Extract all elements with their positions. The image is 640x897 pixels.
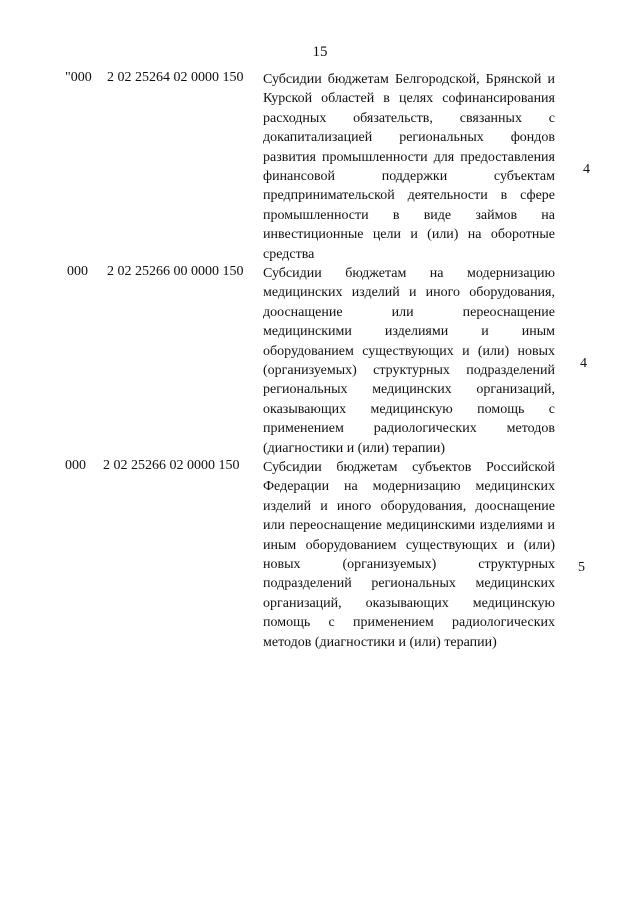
admin-code: 000: [67, 264, 88, 279]
admin-code: 000: [65, 458, 86, 473]
row-description: Субсидии бюджетам Белгородской, Брянской и Курской областей в целях софинансирования расходных обязательств, связанных с докапитализацией региональных фондов развития промышленности для предоставления финансовой поддержки субъектам предпринимательской деятельности в сфере промышленности в виде займов на инвестиционные цели и (или) на оборотные средства: [263, 72, 555, 262]
admin-code: "000: [65, 70, 92, 85]
row-description: Субсидии бюджетам субъектов Российской Федерации на модернизацию медицинских изделий и иного оборудования, дооснащение или переоснащение медицинскими изделиями и иным оборудованием существующих и (или) новых (организуемых) структурных подразделений региональных медицинских организаций, оказывающих медицинскую помощь с применением радиологических методов (диагностики и (или) терапии): [263, 460, 555, 650]
kbk-code: 2 02 25266 02 0000 150: [103, 458, 240, 473]
kbk-code: 2 02 25264 02 0000 150: [107, 70, 244, 85]
kbk-code: 2 02 25266 00 0000 150: [107, 264, 244, 279]
page-number: 15: [312, 44, 328, 60]
row-amount: 4: [583, 162, 590, 177]
row-description: Субсидии бюджетам на модернизацию медицинских изделий и иного оборудования, дооснащение или переоснащение медицинскими изделиями и иным оборудованием существующих и (или) новых (организуемых) структурных подразделений региональных медицинских организаций, оказывающих медицинскую помощь с применением радиологических методов (диагностики и (или) терапии): [263, 266, 555, 456]
row-amount: 5: [578, 560, 585, 575]
row-amount: 4: [580, 356, 587, 371]
